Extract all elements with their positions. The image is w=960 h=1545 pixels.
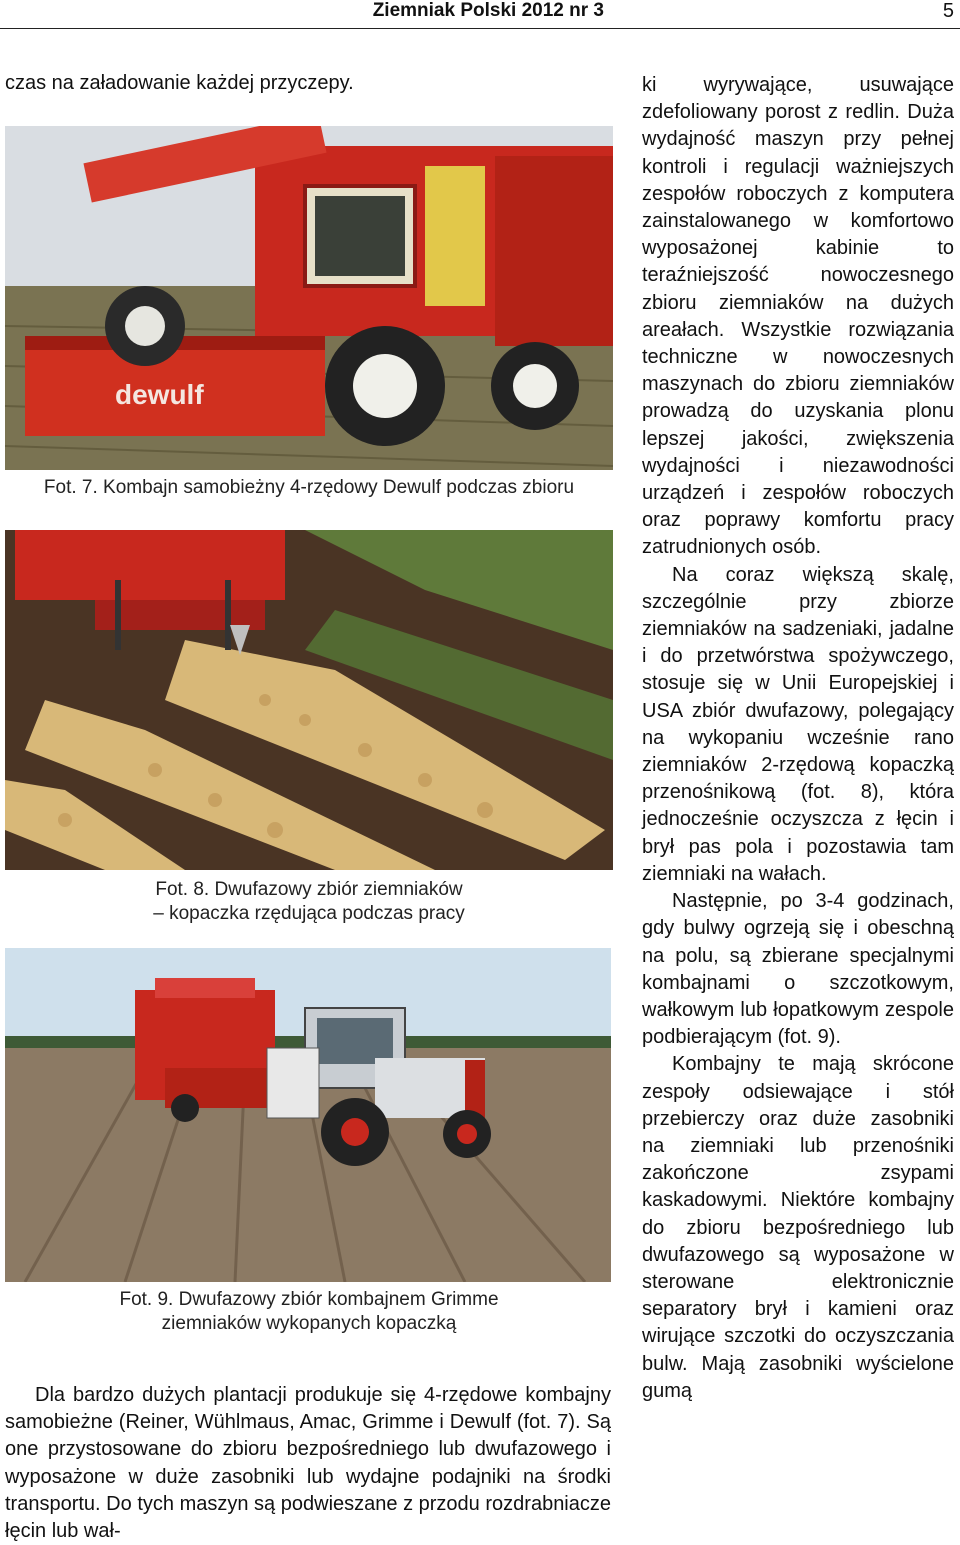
caption-fot-8-line1: Fot. 8. Dwufazowy zbiór ziemniaków — [155, 879, 463, 900]
intro-line: czas na załadowanie każdej przyczepy. — [5, 72, 354, 94]
caption-fot-9 — [5, 1288, 613, 1336]
caption-fot-9-line2: ziemniaków wykopanych kopaczką — [161, 1313, 457, 1334]
right-paragraph-3: Następnie, po 3-4 godzinach, gdy bulwy ogrzeją się i obeschną na polu, są zbierane specjalnymi kombajnami o szczotkowym, wałkowym lub łopatkowym zespole podbierającym (fot. 9). — [642, 890, 954, 1049]
left-column-intro — [5, 70, 613, 97]
photo-8-digger — [5, 530, 613, 870]
caption-fot-7-line: Fot. 7. Kombajn samobieżny 4-rzędowy Dewulf podczas zbioru — [43, 477, 575, 498]
caption-fot-8-line2: – kopaczka rzędująca podczas pracy — [153, 903, 465, 924]
dewulf-logo-text: dewulf — [115, 379, 204, 410]
journal-title: Ziemniak Polski 2012 nr 3 — [372, 0, 604, 21]
photo-9-grimme — [5, 948, 611, 1282]
left-body-paragraph: Dla bardzo dużych plantacji produkuje się 4-rzędowe kombajny samobieżne (Reiner, Wühlmaus, Amac, Grimme i Dewulf (fot. 7). Są one przystosowane do zbioru bezpośredniego lub dwufazowego i wyposażone w duże zasobniki lub wydajne podajniki na środki transportu. Do tych maszyn są podwieszane z przodu rozdrabniacze łęcin lub wał- — [5, 1384, 611, 1543]
digger-illustration — [5, 530, 613, 870]
photo-7-harvester — [5, 126, 613, 470]
grimme-illustration — [5, 948, 611, 1282]
right-paragraph-1: ki wyrywające, usuwające zdefoliowany porost z redlin. Duża wydajność maszyn przy pełnej kontroli i regulacji ważniejszych zespołów roboczych z komputera zainstalowanego w komfortowo wyposażonej kabinie to teraźniejszość nowoczesnego zbioru ziemniaków na dużych areałach. Wszystkie rozwiązania techniczne w nowoczesnych maszynach do zbioru ziemniaków prowadzą do uzyskania plonu lepszej jakości, zwiększenia wydajności i niezawodności urządzeń i zespołów roboczych oraz poprawy komfortu pracy zatrudnionych osób. — [642, 74, 954, 559]
right-paragraph-2: Na coraz większą skalę, szczególnie przy zbiorze ziemniaków na sadzeniaki, jadalne i do przetwórstwa spożywczego, stosuje się w Unii Europejskiej i USA zbiór dwufazowy, polegający na wykopaniu wcześnie rano ziemniaków 2-rzędową kopaczką przenośnikową (fot. 8), która jednocześnie oczyszcza z łęcin i brył pas pola i pozostawia tam ziemniaki na wałach. — [642, 563, 954, 885]
right-paragraph-4: Kombajny te mają skrócone zespoły odsiewające i stół przebierczy oraz duże zasobniki na ziemniaki lub przenośniki zakończone zsypami kaskadowymi. Niektóre kombajny do zbioru bezpośredniego lub dwufazowego są wyposażone w sterowane elektronicznie separatory brył i kamieni oraz wirujące szczotki do oczyszczania bulw. Mają zasobniki wyścielone gumą — [642, 1053, 954, 1402]
caption-fot-7 — [5, 476, 613, 500]
page-header — [0, 0, 960, 29]
page-number: 5 — [942, 0, 954, 22]
caption-fot-8 — [5, 878, 613, 926]
caption-fot-9-line1: Fot. 9. Dwufazowy zbiór kombajnem Grimme — [119, 1289, 499, 1310]
harvester-illustration — [5, 126, 613, 470]
right-column — [642, 72, 954, 1405]
